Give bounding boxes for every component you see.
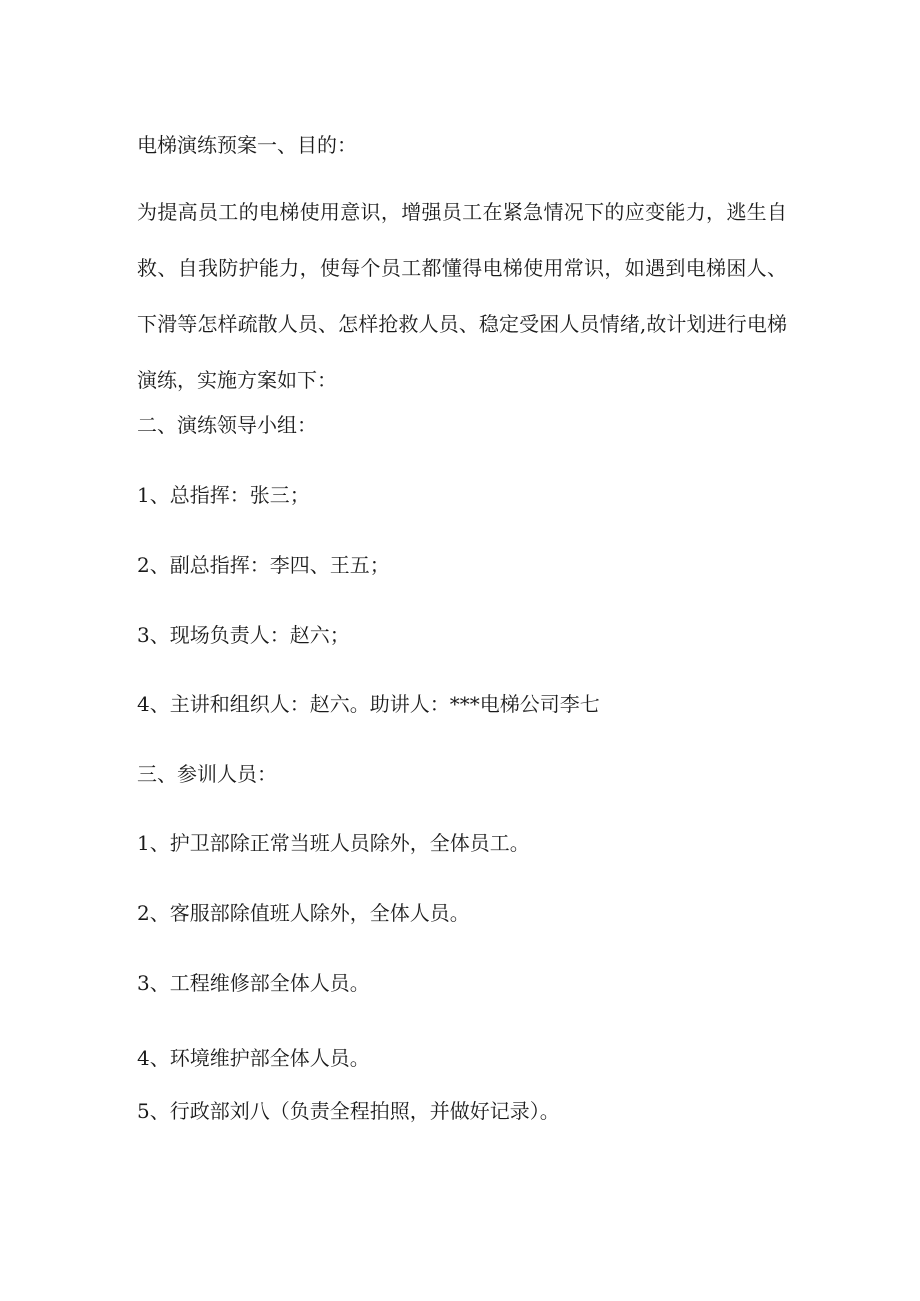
section3-item-environment-dept: 4、环境维护部全体人员。 — [137, 1046, 370, 1070]
section2-item-deputy-commander: 2、副总指挥：李四、王五； — [137, 553, 390, 577]
section3-item-guard-dept: 1、护卫部除正常当班人员除外，全体员工。 — [137, 831, 530, 855]
section3-item-engineering-dept: 3、工程维修部全体人员。 — [137, 971, 370, 995]
section2-item-site-manager: 3、现场负责人：赵六； — [137, 623, 350, 647]
section2-item-lecturer: 4、主讲和组织人：赵六。助讲人：***电梯公司李七 — [137, 692, 600, 716]
section2-heading: 二、演练领导小组： — [137, 413, 317, 437]
section2-item-commander: 1、总指挥：张三； — [137, 483, 310, 507]
title-line: 电梯演练预案一、目的： — [137, 133, 357, 157]
section3-heading: 三、参训人员： — [137, 762, 277, 786]
section3-item-service-dept: 2、客服部除值班人除外，全体人员。 — [137, 901, 470, 925]
section3-item-admin-dept: 5、行政部刘八（负责全程拍照，并做好记录）。 — [137, 1099, 560, 1123]
purpose-paragraph: 为提高员工的电梯使用意识，增强员工在紧急情况下的应变能力，逃生自救、自我防护能力，使每个员工都懂得电梯使用常识，如遇到电梯困人、下滑等怎样疏散人员、怎样抢救人员、稳定受困人员情绪,故计划进行电梯演练，实施方案如下： — [137, 200, 787, 392]
